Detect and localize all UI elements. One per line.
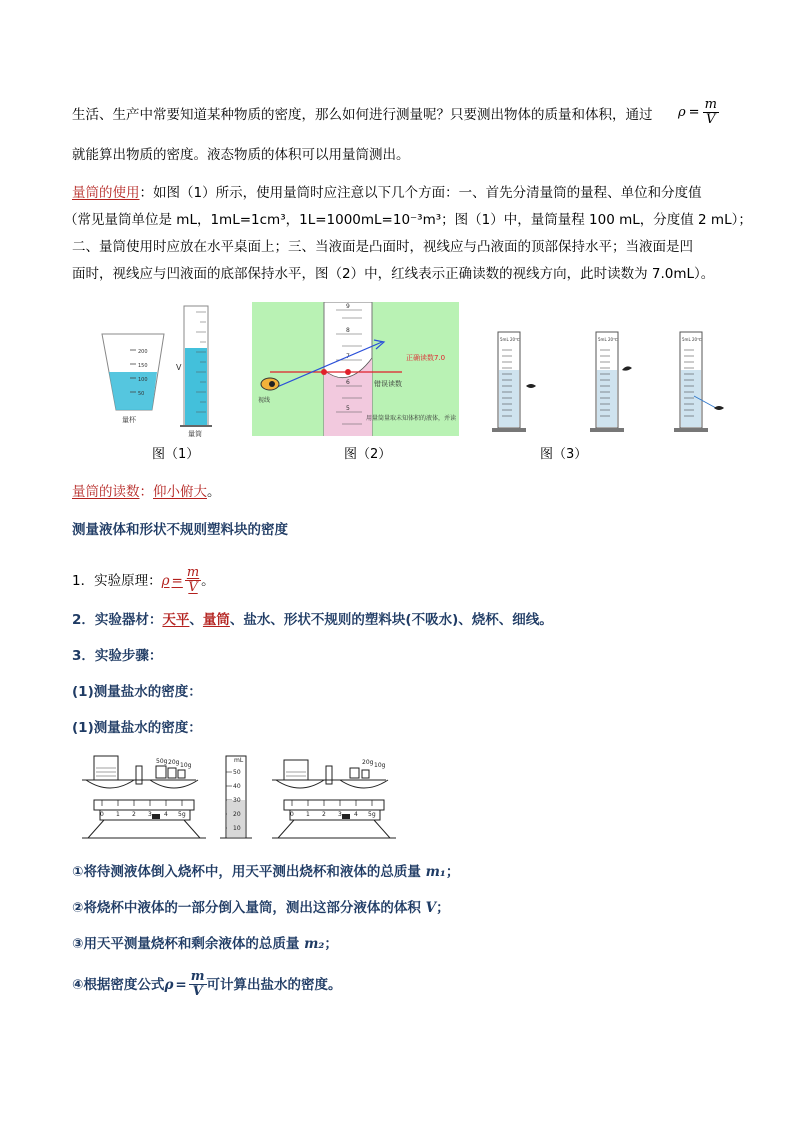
material-cylinder: 量筒	[202, 612, 230, 628]
balance-diagram	[80, 752, 400, 846]
weight-label: 20g	[168, 759, 180, 766]
cylinder-label: 量筒	[188, 430, 202, 438]
scale-label: 3	[338, 811, 342, 818]
scale-label: 5g	[178, 811, 186, 818]
step-1: ①将待测液体倒入烧杯中，用天平测出烧杯和液体的总质量 m₁；	[72, 864, 460, 880]
sub-heading-1: (1)测量盐水的密度：	[72, 684, 202, 700]
scale-label: 1	[306, 811, 310, 818]
fig2-scale: 6	[346, 379, 350, 386]
material-balance: 天平	[162, 612, 190, 628]
reading-rule-text: 仰小俯大	[153, 484, 207, 500]
beaker-tick: 150	[138, 363, 148, 369]
fig3-cyl-label: 5mL 20℃	[682, 337, 702, 342]
beaker-tick: 50	[138, 391, 145, 397]
cylinder-unit: mL	[234, 757, 244, 764]
fig2-scale: 5	[346, 405, 350, 412]
experiment-title: 测量液体和形状不规则塑料块的密度	[72, 522, 288, 538]
cylinder-scale: 20	[233, 811, 241, 818]
scale-label: 0	[290, 811, 294, 818]
density-formula: ρ = $\frac{m}{V}$	[678, 97, 717, 127]
figure-2-image	[252, 302, 459, 436]
cylinder-scale: 50	[233, 769, 241, 776]
fig3-cyl-label: 5mL 20℃	[598, 337, 618, 342]
scale-label: 4	[164, 811, 168, 818]
cylinder-scale: 30	[233, 797, 241, 804]
wrong-reading-label: 错误读数	[374, 380, 402, 388]
figure-3-image	[490, 330, 740, 438]
intro-line-2: 就能算出物质的密度。液态物质的体积可以用量筒测出。	[72, 147, 410, 163]
step-4-formula: ρ = $\frac{m}{V}$	[164, 969, 205, 999]
beaker-tick: 100	[138, 377, 148, 383]
principle-formula: ρ = $\frac{m}{V}$	[161, 565, 200, 595]
fig2-note: 用量筒量取未知体积的液体，并读	[366, 415, 457, 422]
weight-label: 20g	[362, 759, 374, 766]
scale-label: 3	[148, 811, 152, 818]
steps-label: 3．实验步骤：	[72, 648, 163, 664]
fig3-cyl-label: 5mL 20℃	[500, 337, 520, 342]
weight-label: 50g	[156, 758, 168, 765]
materials-line: 2．实验器材：天平、量筒、盐水、形状不规则的塑料块(不吸水)、烧杯、细线。	[72, 612, 553, 628]
step-4: ④ 根据密度公式 ρ = $\frac{m}{V}$ 可计算出盐水的密度。	[72, 969, 342, 999]
figure-1-image	[96, 302, 221, 440]
intro-line-1: 生活、生产中常要知道某种物质的密度，那么如何进行测量呢？只要测出物体的质量和体积，通过	[72, 107, 653, 123]
cylinder-scale: 40	[233, 783, 241, 790]
correct-reading-label: 正确读数7.0	[406, 354, 446, 362]
fraction: $\frac{m}{V}$	[704, 97, 717, 127]
cylinder-scale: 10	[233, 825, 241, 832]
figure-2-caption: 图（2）	[344, 447, 392, 462]
weight-label: 10g	[374, 762, 386, 769]
beaker-label: 量杯	[122, 416, 136, 424]
weight-label: 10g	[180, 762, 192, 769]
principle-line: 1．实验原理： ρ = $\frac{m}{V}$ 。	[72, 565, 215, 595]
scale-label: 0	[100, 811, 104, 818]
sub-heading-2: (1)测量盐水的密度：	[72, 720, 202, 736]
eye-label: 视线	[258, 397, 271, 404]
usage-line-3: 二、量筒使用时应放在水平桌面上；三、当液面是凸面时，视线应与凸液面的顶部保持水平；当液面是凹	[72, 239, 693, 255]
usage-line-2: （常见量筒单位是 mL，1mL=1cm³，1L=1000mL=10⁻³m³；图（1）中，量筒量程 100 mL，分度值 2 mL）；	[64, 212, 752, 228]
usage-heading: 量筒的使用	[72, 185, 140, 201]
step-3: ③用天平测量烧杯和剩余液体的总质量 m₂；	[72, 936, 338, 952]
figure-1-caption: 图（1）	[152, 447, 200, 462]
fig2-scale: 8	[346, 327, 350, 334]
v-label: V	[176, 363, 182, 372]
scale-label: 2	[322, 811, 326, 818]
scale-label: 2	[132, 811, 136, 818]
scale-label: 4	[354, 811, 358, 818]
figure-3-caption: 图（3）	[540, 447, 588, 462]
reading-rule: 量筒的读数：仰小俯大。	[72, 484, 221, 500]
scale-label: 5g	[368, 811, 376, 818]
usage-line-4: 面时，视线应与凹液面的底部保持水平，图（2）中，红线表示正确读数的视线方向，此时读数为 7.0mL）。	[72, 266, 715, 282]
fig2-scale: 9	[346, 303, 350, 310]
step-2: ②将烧杯中液体的一部分倒入量筒，测出这部分液体的体积 V；	[72, 900, 450, 916]
usage-line-1: 量筒的使用：如图（1）所示，使用量筒时应注意以下几个方面：一、首先分清量筒的量程、单位和分度值	[72, 185, 702, 201]
beaker-tick: 200	[138, 349, 148, 355]
scale-label: 1	[116, 811, 120, 818]
